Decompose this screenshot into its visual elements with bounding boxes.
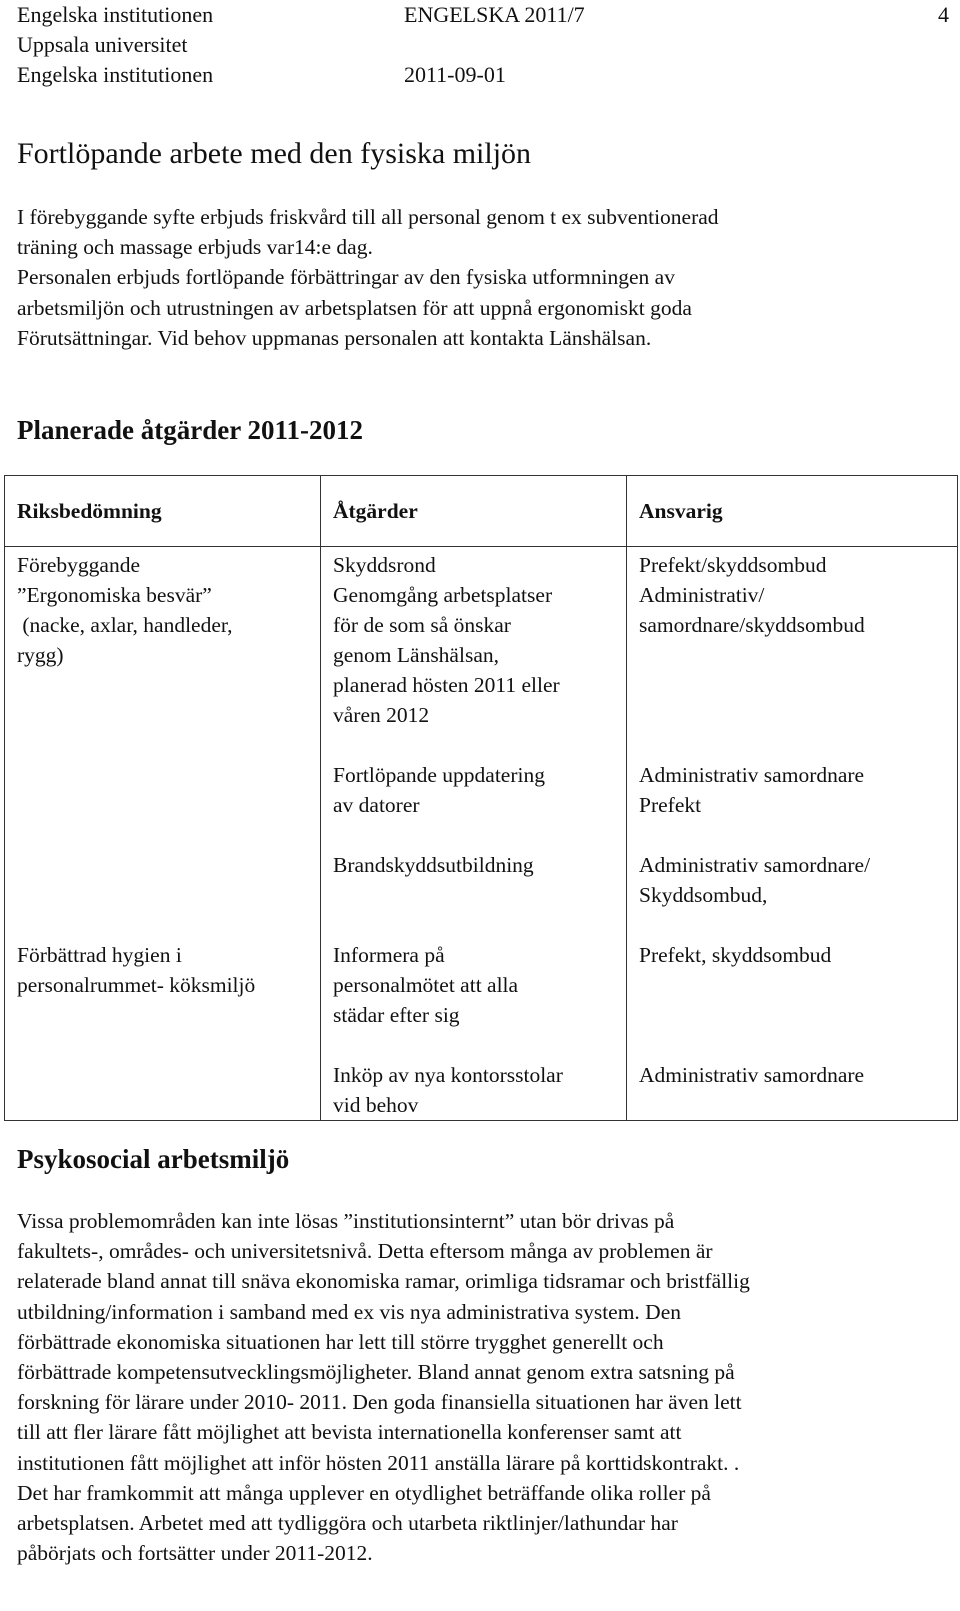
paragraph-line: Vissa problemområden kan inte lösas ”institutionsinternt” utan bör drivas på [17, 1209, 675, 1233]
cell-text: Förebyggande [17, 553, 140, 577]
header-university: Uppsala universitet [17, 32, 188, 57]
cell-text: Prefekt, skyddsombud [639, 943, 832, 967]
cell-text: personalrummet- köksmiljö [17, 973, 256, 997]
cell-text: av datorer [333, 793, 420, 817]
cell-text: för de som så önskar [333, 613, 511, 637]
cell-text: rygg) [17, 643, 64, 667]
cell-text: våren 2012 [333, 703, 430, 727]
paragraph-line: Förutsättningar. Vid behov uppmanas personalen att kontakta Länshälsan. [17, 325, 652, 350]
cell-text: Administrativ samordnare [639, 763, 865, 787]
paragraph-line: arbetsmiljön och utrustningen av arbetsplatsen för att uppnå ergonomiskt goda [17, 295, 692, 320]
column-header-responsible: Ansvarig [627, 476, 958, 547]
cell-text: samordnare/skyddsombud [639, 613, 865, 637]
cell-text: (nacke, axlar, handleder, [17, 613, 233, 637]
cell-text: Administrativ/ [639, 583, 765, 607]
header-department: Engelska institutionen [17, 2, 214, 27]
paragraph-line: arbetsplatsen. Arbetet med att tydliggöra och utarbeta riktlinjer/lathundar har [17, 1511, 678, 1536]
cell-text: Informera på [333, 943, 445, 967]
planned-actions-table [4, 475, 958, 1121]
paragraph-line: utbildning/information i samband med ex vis nya administrativa system. Den [17, 1299, 682, 1324]
paragraph-line: förbättrade kompetensutvecklingsmöjligheter. Bland annat genom extra satsning på [17, 1360, 735, 1385]
paragraph-line: I förebyggande syfte erbjuds friskvård till all personal genom t ex subventionerad [17, 205, 719, 229]
section-physical-environment-title: Fortlöpande arbete med den fysiska miljön [17, 137, 532, 170]
actions-cell [321, 547, 627, 1121]
column-header-actions: Åtgärder [321, 476, 627, 547]
header-document-number: ENGELSKA 2011/7 [404, 2, 585, 27]
column-header-risk-assessment: Riksbedömning [5, 476, 321, 547]
cell-text: planerad hösten 2011 eller [333, 673, 560, 697]
cell-text: personalmötet att alla [333, 973, 519, 997]
section-physical-environment-body [17, 202, 937, 353]
cell-text: Skyddsombud, [639, 883, 768, 907]
cell-text: Prefekt [639, 793, 702, 817]
paragraph-line: fakultets-, områdes- och universitetsnivå. Detta eftersom många av problemen är [17, 1239, 713, 1264]
table-row [5, 547, 958, 1121]
cell-text: ”Ergonomiska besvär” [17, 583, 212, 607]
section-psychosocial-title: Psykosocial arbetsmiljö [17, 1144, 290, 1174]
cell-text: städar efter sig [333, 1003, 460, 1027]
section-planned-actions-title: Planerade åtgärder 2011-2012 [17, 415, 363, 445]
cell-text: Förbättrad hygien i [17, 943, 182, 967]
responsible-cell [627, 547, 958, 1121]
header-page-number: 4 [938, 2, 949, 27]
section-psychosocial-body [17, 1206, 937, 1568]
cell-text: vid behov [333, 1093, 419, 1117]
header-date: 2011-09-01 [404, 62, 506, 87]
cell-text: Administrativ samordnare [639, 1063, 865, 1087]
table-header-row [5, 476, 958, 547]
paragraph-line: forskning för lärare under 2010- 2011. Den goda finansiella situationen har även lett [17, 1390, 742, 1415]
paragraph-line: Personalen erbjuds fortlöpande förbättringar av den fysiska utformningen av [17, 265, 675, 290]
risk-assessment-cell [5, 547, 321, 1121]
cell-text: Fortlöpande uppdatering [333, 763, 545, 787]
cell-text: Skyddsrond [333, 553, 436, 577]
paragraph-line: träning och massage erbjuds var14:e dag. [17, 235, 373, 260]
cell-text: Brandskyddsutbildning [333, 853, 534, 877]
cell-text: Genomgång arbetsplatser [333, 583, 553, 607]
paragraph-line: till att fler lärare fått möjlighet att bevista internationella konferenser samt att [17, 1420, 682, 1445]
cell-text: Prefekt/skyddsombud [639, 553, 827, 577]
paragraph-line: påbörjats och fortsätter under 2011-2012. [17, 1541, 373, 1566]
cell-text: Inköp av nya kontorsstolar [333, 1063, 563, 1087]
paragraph-line: förbättrade ekonomiska situationen har lett till större trygghet generellt och [17, 1329, 664, 1354]
paragraph-line: Det har framkommit att många upplever en otydlighet beträffande olika roller på [17, 1480, 711, 1505]
cell-text: Administrativ samordnare/ [639, 853, 871, 877]
cell-text: genom Länshälsan, [333, 643, 499, 667]
paragraph-line: relaterade bland annat till snäva ekonomiska ramar, orimliga tidsramar och bristfällig [17, 1269, 750, 1294]
header-department-2: Engelska institutionen [17, 62, 214, 87]
paragraph-line: institutionen fått möjlighet att inför hösten 2011 anställa lärare på korttidskontrakt. . [17, 1450, 740, 1475]
